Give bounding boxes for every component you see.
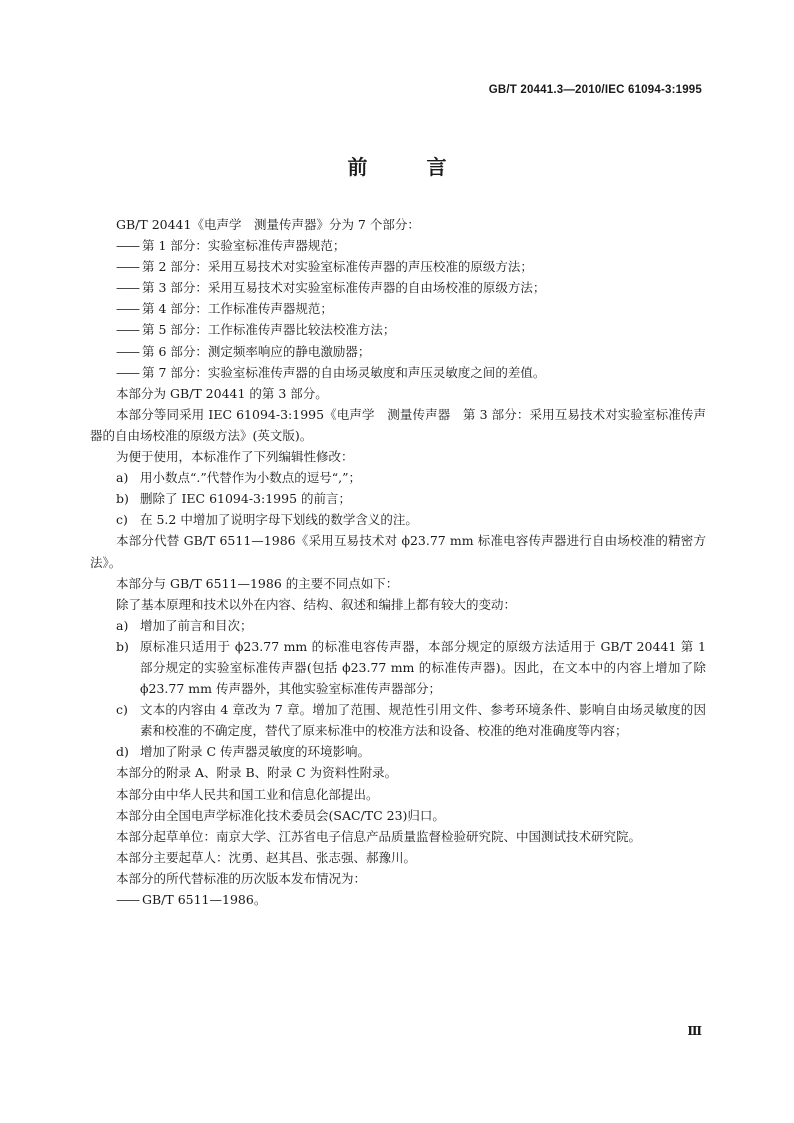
drafting-units-paragraph: 本部分起草单位：南京大学、江苏省电子信息产品质量监督检验研究院、中国测试技术研究院。 [116,828,642,844]
list-item: a) 增加了前言和目次； [90,615,706,636]
standard-code: GB/T 20441.3—2010/IEC 61094-3:1995 [488,84,702,96]
edits-list [90,467,706,530]
item-label: d) [116,744,129,760]
list-item: —— 第 7 部分：实验室标准传声器的自由场灵敏度和声压灵敏度之间的差值。 [90,362,706,383]
history-list [90,889,706,910]
item-label: a) [116,470,129,486]
centralized-paragraph: 本部分由全国电声学标准化技术委员会(SAC/TC 23)归口。 [116,807,445,823]
foreword-body [90,214,706,910]
list-item: c) 在 5.2 中增加了说明字母下划线的数学含义的注。 [90,509,706,530]
differences-general-paragraph: 除了基本原理和技术以外在内容、结构、叙述和编排上都有较大的变动： [116,596,517,612]
proposer-paragraph: 本部分由中华人民共和国工业和信息化部提出。 [116,786,379,802]
list-item: —— 第 2 部分：采用互易技术对实验室标准传声器的声压校准的原级方法； [90,256,706,277]
dash-mark: —— [116,259,139,275]
dash-mark: —— [116,364,139,380]
list-item: —— 第 5 部分：工作标准传声器比较法校准方法； [90,319,706,340]
item-label: b) [116,491,129,507]
history-intro-paragraph: 本部分的所代替标准的历次版本发布情况为： [116,870,367,886]
list-item: b) 原标准只适用于 ϕ23.77 mm 的标准电容传声器，本部分规定的原级方法适用于 GB/T 20441 第 1 部分规定的实验室标准传声器(包括 ϕ23.77 mm 的标准传声器)。因此，在文本中的内容上增加了除 ϕ23.77 mm 传声器外，其他实验室标准传声器部分； [90,636,706,699]
list-item: —— 第 6 部分：测定频率响应的静电激励器； [90,341,706,362]
parts-list [90,235,706,383]
differences-intro-paragraph: 本部分与 GB/T 6511—1986 的主要不同点如下： [116,575,399,591]
dash-mark: —— [116,301,139,317]
part3-paragraph: 本部分为 GB/T 20441 的第 3 部分。 [116,385,328,401]
item-label: c) [116,512,128,528]
list-item: —— 第 3 部分：采用互易技术对实验室标准传声器的自由场校准的原级方法； [90,277,706,298]
dash-mark: —— [116,280,139,296]
list-item: d) 增加了附录 C 传声器灵敏度的环境影响。 [90,741,706,762]
adoption-paragraph: 本部分等同采用 IEC 61094-3:1995《电声学 测量传声器 第 3 部分：采用互易技术对实验室标准传声器的自由场校准的原级方法》(英文版)。 [90,406,706,443]
dash-mark: —— [116,322,139,338]
page-title: 前 言 [347,155,473,179]
edit-intro-paragraph: 为便于使用，本标准作了下列编辑性修改： [116,449,354,465]
item-label: b) [116,638,129,654]
page-number: Ⅲ [687,1024,702,1038]
list-item: —— 第 1 部分：实验室标准传声器规范； [90,235,706,256]
list-item: c) 文本的内容由 4 章改为 7 章。增加了范围、规范性引用文件、参考环境条件、影响自由场灵敏度的因素和校准的不确定度，替代了原来标准中的校准方法和设备、校准的绝对准确度等内容； [90,699,706,741]
list-item: —— GB/T 6511—1986。 [90,889,706,910]
changes-list [90,615,706,763]
dash-mark: —— [116,343,139,359]
item-label: a) [116,617,129,633]
annex-paragraph: 本部分的附录 A、附录 B、附录 C 为资料性附录。 [116,765,398,781]
item-label: c) [116,702,128,718]
replacement-paragraph: 本部分代替 GB/T 6511—1986《采用互易技术对 ϕ23.77 mm 标准电容传声器进行自由场校准的精密方法》。 [90,533,706,570]
intro-paragraph: GB/T 20441《电声学 测量传声器》分为 7 个部分： [116,217,420,232]
list-item: —— 第 4 部分：工作标准传声器规范； [90,298,706,319]
list-item: b) 删除了 IEC 61094-3:1995 的前言； [90,488,706,509]
drafters-paragraph: 本部分主要起草人：沈勇、赵其昌、张志强、郝豫川。 [116,849,417,865]
dash-mark: —— [116,238,139,254]
dash-mark: —— [116,892,139,907]
list-item: a) 用小数点“.”代替作为小数点的逗号“,”； [90,467,706,488]
